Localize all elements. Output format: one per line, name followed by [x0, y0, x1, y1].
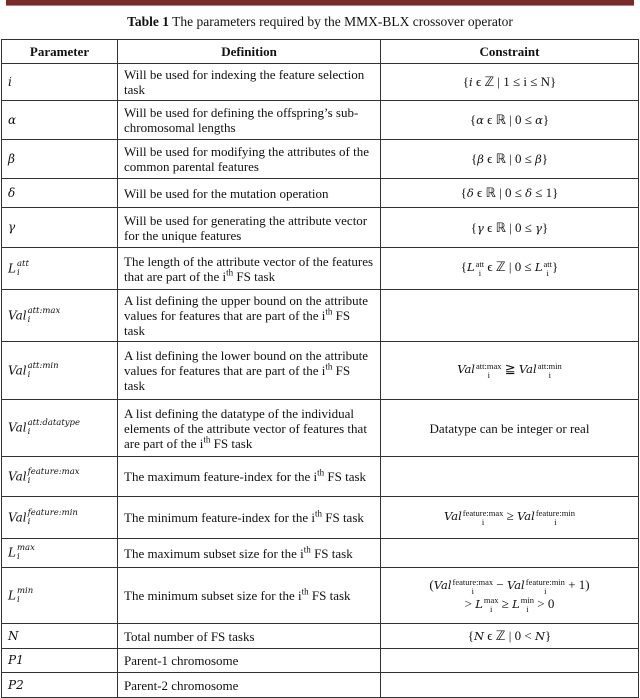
subscript: i: [27, 516, 31, 527]
math-symbol: δ: [466, 186, 474, 200]
ordinal-superscript: th: [203, 434, 211, 445]
definition-cell: [118, 101, 381, 140]
sub-superscript: [526, 578, 565, 596]
parameter-cell: [2, 539, 118, 568]
definition-cell: [118, 290, 381, 342]
definition-text: A list defining the lower bound on the attribute values for features that are part of the i: [124, 348, 369, 378]
sub-superscript: [453, 578, 494, 596]
table-row: [2, 290, 639, 342]
sub-superscript: [484, 596, 499, 614]
subscript: i: [548, 369, 551, 380]
definition-text: Will be used for modifying the attributes of the common parental features: [124, 144, 369, 174]
constraint-text: ϵ ℤ | 0 <: [484, 628, 535, 643]
top-border-bar: [6, 0, 634, 6]
definition-text: FS task: [308, 588, 351, 603]
definition-text: FS task: [310, 545, 353, 561]
math-symbol: Val: [433, 578, 452, 593]
parameter-symbol: α: [8, 112, 17, 127]
sub-superscript: [476, 362, 502, 380]
constraint-text: Datatype can be integer or real: [429, 420, 590, 436]
definition-text: The minimum subset size for the i: [124, 588, 302, 603]
definition-cell: [118, 624, 381, 649]
definition-text: FS task: [324, 469, 367, 484]
math-symbol: L: [534, 260, 543, 275]
superscript: feature:max: [27, 466, 80, 477]
superscript: max: [16, 543, 35, 553]
math-symbol: γ: [476, 220, 484, 235]
definition-cell: [118, 568, 381, 624]
sub-superscript: [28, 509, 78, 527]
constraint-text: > 0: [534, 595, 555, 611]
constraint-cell: [381, 673, 639, 698]
sub-superscript: [538, 362, 562, 380]
constraint-cell: [381, 140, 639, 179]
header-parameter: Parameter: [2, 40, 118, 64]
math-symbol: N: [534, 629, 545, 643]
ordinal-superscript: th: [303, 544, 311, 555]
definition-cell: [118, 539, 381, 568]
constraint-text: ≥: [503, 508, 518, 524]
table-row: [2, 400, 639, 457]
math-symbol: Val: [517, 509, 535, 524]
table-row: [2, 101, 639, 140]
constraint-text: ϵ ℝ | 0 ≤: [483, 219, 536, 235]
parameter-cell: [2, 568, 118, 624]
constraint-cell: [381, 179, 639, 208]
constraint-text: }: [551, 259, 559, 275]
definition-cell: [118, 140, 381, 179]
constraint-text: ϵ ℤ | 0 ≤: [484, 259, 535, 275]
superscript: max: [483, 594, 499, 605]
ordinal-superscript: th: [325, 306, 333, 317]
constraint-text: }: [545, 628, 552, 643]
table-row: [2, 248, 639, 290]
constraint-cell: [381, 64, 639, 101]
table-row: [2, 208, 639, 248]
subscript: i: [27, 475, 31, 486]
math-symbol: L: [512, 596, 520, 611]
definition-cell: [118, 497, 381, 539]
constraint-text: {: [469, 112, 477, 127]
table-row: [2, 457, 639, 497]
table-row: [2, 179, 639, 208]
sub-superscript: [463, 509, 504, 527]
parameter-cell: [2, 457, 118, 497]
superscript: att:max: [476, 360, 502, 371]
definition-text: Will be used for indexing the feature selection task: [124, 67, 365, 97]
definition-text: The maximum feature-index for the i: [124, 469, 318, 484]
superscript: feature:min: [27, 507, 78, 518]
subscript: i: [27, 369, 31, 380]
constraint-cell: [381, 101, 639, 140]
subscript: i: [546, 267, 549, 278]
table-row: [2, 624, 639, 649]
table-body: [2, 64, 639, 698]
constraint-cell: [381, 290, 639, 342]
subscript: i: [27, 314, 31, 325]
definition-text: FS task: [321, 510, 364, 525]
math-symbol: δ: [525, 186, 533, 200]
constraint-cell: [381, 342, 639, 400]
parameter-symbol: δ: [8, 185, 16, 200]
parameter-symbol: L: [8, 545, 16, 560]
parameter-cell: [2, 101, 118, 140]
constraint-cell: [381, 248, 639, 290]
parameter-symbol: Val: [8, 420, 27, 435]
constraint-text: ϵ ℝ | 0 ≤: [483, 151, 536, 166]
parameter-cell: [2, 248, 118, 290]
sub-superscript: [28, 362, 59, 380]
constraint-text: ≧: [501, 361, 519, 377]
sub-superscript: [28, 419, 80, 437]
superscript: feature:max: [452, 576, 494, 587]
constraint-text: ϵ ℝ | 0 ≤: [483, 112, 536, 127]
parameter-symbol: Val: [8, 308, 27, 322]
constraint-cell: [381, 539, 639, 568]
definition-text: Will be used for defining the offspring’s sub-chromosomal lengths: [124, 105, 359, 135]
parameter-symbol: P1: [8, 653, 24, 667]
constraint-text: ≥: [498, 595, 513, 611]
table-header-row: [2, 40, 639, 64]
math-symbol: Val: [518, 362, 537, 377]
subscript: i: [526, 603, 529, 614]
definition-text: The maximum subset size for the i: [124, 545, 304, 561]
sub-superscript: [17, 544, 35, 562]
definition-text: Parent-1 chromosome: [124, 653, 239, 668]
definition-text: The minimum feature-index for the i: [124, 510, 315, 525]
math-symbol: i: [469, 75, 473, 89]
constraint-text: }: [542, 112, 550, 127]
math-symbol: L: [467, 260, 475, 275]
constraint-cell: [381, 568, 639, 624]
parameter-symbol: Val: [8, 469, 27, 483]
parameter-cell: [2, 208, 118, 248]
subscript: i: [554, 516, 557, 527]
sub-superscript: [28, 468, 80, 486]
parameter-cell: [2, 64, 118, 101]
constraint-cell: [381, 400, 639, 457]
sub-superscript: [521, 596, 534, 614]
parameter-symbol: L: [8, 588, 16, 602]
table-row: [2, 140, 639, 179]
ordinal-superscript: th: [301, 586, 309, 597]
constraint-cell: [381, 208, 639, 248]
definition-cell: [118, 342, 381, 400]
subscript: i: [487, 369, 490, 380]
parameter-cell: [2, 342, 118, 400]
subscript: i: [16, 594, 20, 605]
definition-cell: [118, 400, 381, 457]
table-row: [2, 649, 639, 673]
subscript: i: [481, 516, 485, 527]
parameter-symbol: i: [8, 74, 12, 89]
constraint-text: {: [470, 151, 478, 166]
subscript: i: [16, 267, 20, 278]
superscript: att:datatype: [27, 418, 81, 428]
definition-text: Will be used for the mutation operation: [124, 185, 329, 201]
superscript: att: [475, 258, 485, 269]
parameter-symbol: L: [8, 261, 16, 275]
math-symbol: β: [535, 152, 542, 166]
definition-text: Will be used for generating the attribute vector for the unique features: [124, 212, 368, 243]
subscript: i: [471, 585, 474, 596]
definition-text: FS task: [233, 268, 276, 284]
parameter-cell: [2, 179, 118, 208]
definition-cell: [118, 649, 381, 673]
constraint-cell: [381, 624, 639, 649]
superscript: min: [16, 585, 34, 596]
constraint-text: ≤ 1}: [532, 185, 559, 200]
table-row: [2, 539, 639, 568]
math-symbol: L: [475, 596, 483, 611]
constraint-cell: [381, 649, 639, 673]
subscript: i: [27, 427, 31, 437]
superscript: feature:min: [525, 576, 565, 587]
definition-cell: [118, 248, 381, 290]
parameter-symbol: γ: [8, 220, 16, 234]
superscript: feature:max: [462, 507, 504, 518]
parameter-cell: [2, 649, 118, 673]
parameter-symbol: Val: [8, 510, 27, 524]
constraint-text: (: [429, 577, 434, 593]
caption-text: The parameters required by the MMX-BLX crossover operator: [169, 14, 513, 29]
math-symbol: β: [477, 152, 484, 166]
superscript: att:max: [27, 305, 61, 316]
subscript: i: [489, 603, 493, 614]
constraint-text: ϵ ℤ | 1 ≤ i ≤ N}: [472, 74, 557, 89]
subscript: i: [478, 267, 482, 278]
definition-text: FS task: [210, 435, 253, 451]
parameter-cell: [2, 400, 118, 457]
math-symbol: Val: [443, 509, 462, 524]
constraint-text: {: [460, 185, 467, 200]
definition-text: FS task: [124, 363, 351, 393]
math-symbol: Val: [457, 362, 475, 377]
constraint-text: ϵ ℝ | 0 ≤: [473, 185, 526, 200]
superscript: att:min: [537, 360, 562, 371]
definition-cell: [118, 673, 381, 698]
math-symbol: α: [535, 113, 543, 127]
parameter-cell: [2, 140, 118, 179]
math-symbol: γ: [535, 220, 543, 235]
math-symbol: N: [473, 629, 485, 643]
constraint-text: }: [541, 151, 549, 166]
superscript: att: [543, 258, 552, 269]
parameters-table: [1, 39, 639, 698]
table-caption: [0, 14, 640, 30]
superscript: min: [520, 594, 535, 605]
definition-text: A list defining the datatype of the individual elements of the attribute vector of features that are part of the i: [124, 405, 367, 451]
sub-superscript: [28, 307, 61, 325]
math-symbol: Val: [506, 578, 525, 593]
table-row: [2, 342, 639, 400]
subscript: i: [16, 552, 20, 562]
table-row: [2, 568, 639, 624]
table-row: [2, 64, 639, 101]
header-constraint: Constraint: [381, 40, 639, 64]
subscript: i: [544, 585, 547, 596]
parameter-symbol: β: [8, 151, 15, 166]
superscript: att: [16, 258, 29, 269]
ordinal-superscript: th: [317, 467, 325, 478]
parameter-cell: [2, 673, 118, 698]
constraint-text: {: [467, 628, 474, 643]
table-row: [2, 497, 639, 539]
definition-cell: [118, 179, 381, 208]
definition-text: A list defining the upper bound on the attribute values for features that are part of the i: [124, 293, 369, 323]
ordinal-superscript: th: [314, 508, 322, 519]
definition-text: Parent-2 chromosome: [124, 677, 239, 693]
math-symbol: α: [476, 113, 484, 127]
parameter-cell: [2, 497, 118, 539]
constraint-text: −: [493, 577, 507, 593]
definition-text: FS task: [124, 308, 351, 338]
table-row: [2, 673, 639, 698]
sub-superscript: [543, 260, 552, 278]
parameter-cell: [2, 624, 118, 649]
caption-label: Table 1: [127, 14, 169, 29]
parameter-symbol: Val: [8, 363, 27, 377]
superscript: feature:min: [535, 507, 575, 518]
definition-cell: [118, 208, 381, 248]
ordinal-superscript: th: [325, 361, 333, 372]
parameter-cell: [2, 290, 118, 342]
sub-superscript: [17, 260, 29, 278]
constraint-text: + 1): [564, 577, 590, 593]
ordinal-superscript: th: [226, 267, 234, 278]
definition-text: Total number of FS tasks: [124, 628, 255, 644]
constraint-text: {: [470, 219, 477, 235]
sub-superscript: [476, 260, 485, 278]
sub-superscript: [536, 509, 575, 527]
constraint-text: >: [464, 595, 476, 611]
constraint-text: {: [460, 259, 468, 275]
constraint-cell: [381, 457, 639, 497]
constraint-text: {: [462, 74, 469, 89]
sub-superscript: [17, 587, 33, 605]
parameter-symbol: P2: [8, 677, 24, 692]
parameter-symbol: N: [8, 628, 19, 643]
constraint-cell: [381, 497, 639, 539]
constraint-text: }: [542, 219, 549, 235]
definition-text: The length of the attribute vector of the features that are part of the i: [124, 253, 374, 284]
superscript: att:min: [27, 360, 59, 371]
definition-cell: [118, 457, 381, 497]
header-definition: Definition: [118, 40, 381, 64]
definition-cell: [118, 64, 381, 101]
